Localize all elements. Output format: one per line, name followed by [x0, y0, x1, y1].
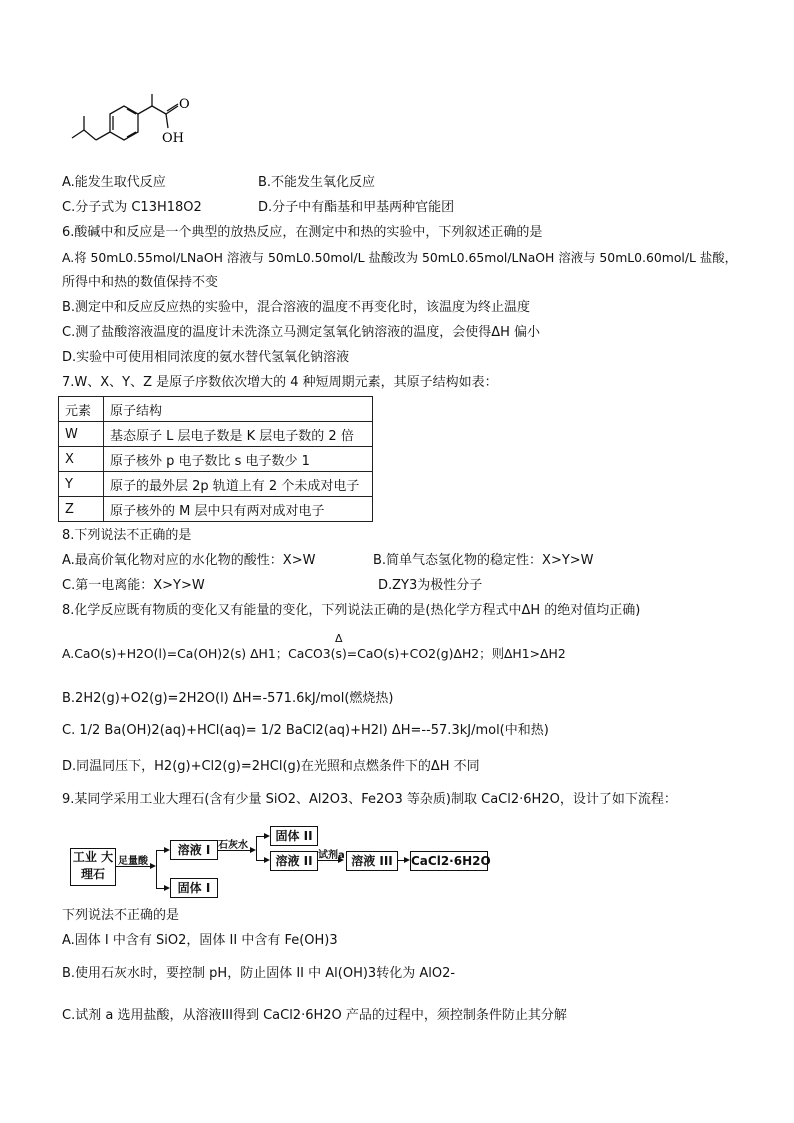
table-cell: Z	[59, 497, 104, 522]
q7-option-b: B.简单气态氢化物的稳定性：X>Y>W	[373, 553, 594, 568]
q9-option-a: A.固体 I 中含有 SiO2，固体 II 中含有 Fe(OH)3	[62, 933, 338, 948]
q6-option-b: B.测定中和反应反应热的实验中，混合溶液的温度不再变化时，该温度为终止温度	[62, 300, 531, 315]
q8-option-c: C. 1/2 Ba(OH)2(aq)+HCl(aq)= 1/2 BaCl2(aq)+H2l) ΔH=--57.3kJ/mol(中和热)	[62, 723, 549, 738]
flow-arrow	[218, 850, 254, 851]
table-cell: 基态原子 L 层电子数是 K 层电子数的 2 倍	[104, 422, 373, 447]
q5-option-a: A.能发生取代反应	[62, 175, 166, 190]
flow-branch-line	[156, 850, 157, 888]
flow-solution-3-box: 溶液 III	[346, 851, 398, 871]
flow-branch-line	[256, 836, 257, 860]
flow-solution-2-box: 溶液 II	[270, 851, 318, 871]
q7-option-a: A.最高价氧化物对应的水化物的酸性：X>W	[62, 553, 316, 568]
flow-arrow	[256, 860, 268, 861]
q5-option-d: D.分子中有酯基和甲基两种官能团	[258, 200, 455, 215]
table-row	[59, 422, 373, 447]
heat-delta-symbol: Δ	[335, 632, 343, 645]
q6-option-c: C.测了盐酸溶液温度的温度计未洗涤立马测定氢氧化钠溶液的温度，会使得ΔH 偏小	[62, 325, 541, 340]
table-cell: W	[59, 422, 104, 447]
table-row	[59, 497, 373, 522]
q7-sub-stem: 8.下列说法不正确的是	[62, 528, 192, 543]
q7-option-d: D.ZY3为极性分子	[378, 578, 483, 593]
table-cell: 原子核外的 M 层中只有两对成对电子	[104, 497, 373, 522]
q6-option-a-line1: A.将 50mL0.55mol/LNaOH 溶液与 50mL0.50mol/L 盐酸改为 50mL0.65mol/LNaOH 溶液与 50mL0.60mol/L 盐酸，	[62, 250, 738, 265]
flow-arrow	[398, 860, 408, 861]
flow-arrow	[318, 860, 342, 861]
table-header: 元素	[59, 397, 104, 422]
element-table	[58, 396, 373, 522]
flow-product-box: CaCl2·6H2O	[410, 851, 488, 871]
q6-option-d: D.实验中可使用相同浓度的氨水替代氢氧化钠溶液	[62, 350, 350, 365]
flow-start-box: 工业 大理石	[70, 848, 116, 886]
flow-reagent-2: 石灰水	[218, 840, 248, 851]
q5-option-c: C.分子式为 C13H18O2	[62, 200, 202, 215]
flow-arrow	[116, 866, 154, 867]
q8-option-d: D.同温同压下，H2(g)+Cl2(g)=2HCl(g)在光照和点燃条件下的ΔH 不同	[62, 759, 480, 774]
q9-stem: 9.某同学采用工业大理石(含有少量 SiO2、Al2O3、Fe2O3 等杂质)制取 CaCl2·6H2O，设计了如下流程：	[62, 792, 677, 807]
table-row	[59, 447, 373, 472]
q6-option-a-line2: 所得中和热的数值保持不变	[62, 275, 219, 290]
flow-arrow	[156, 850, 168, 851]
q8-option-b: B.2H2(g)+O2(g)=2H2O(l) ΔH=-571.6kJ/mol(燃烧热)	[62, 691, 394, 706]
hydroxyl-label: OH	[162, 131, 184, 146]
q7-option-c: C.第一电离能：X>Y>W	[62, 578, 205, 593]
q8-option-a: A.CaO(s)+H2O(l)=Ca(OH)2(s) ΔH1；CaCO3(s)=CaO(s)+CO2(g)ΔH2；则ΔH1>ΔH2	[62, 646, 566, 661]
flow-reagent-3: 试剂a	[318, 850, 345, 861]
flow-reagent-1: 足量酸	[118, 856, 148, 867]
table-cell: 原子核外 p 电子数比 s 电子数少 1	[104, 447, 373, 472]
process-flowchart	[66, 822, 496, 900]
flow-arrow	[156, 888, 168, 889]
table-header: 原子结构	[104, 397, 373, 422]
flow-solid-2-box: 固体 II	[270, 826, 318, 846]
oxygen-label: O	[179, 97, 190, 112]
flow-solution-1-box: 溶液 I	[170, 840, 218, 860]
table-cell: X	[59, 447, 104, 472]
table-cell: Y	[59, 472, 104, 497]
q5-option-b: B.不能发生氧化反应	[258, 175, 376, 190]
ibuprofen-structure	[62, 92, 212, 162]
flow-solid-1-box: 固体 I	[170, 878, 218, 898]
q8-stem: 8.化学反应既有物质的变化又有能量的变化，下列说法正确的是(热化学方程式中ΔH 的绝对值均正确)	[62, 603, 641, 618]
flow-arrow	[256, 836, 268, 837]
q7-stem: 7.W、X、Y、Z 是原子序数依次增大的 4 种短周期元素，其原子结构如表：	[62, 375, 498, 390]
table-row	[59, 472, 373, 497]
q9-sub-stem: 下列说法不正确的是	[62, 908, 180, 923]
q9-option-b: B.使用石灰水时，要控制 pH，防止固体 II 中 Al(OH)3转化为 AlO2-	[62, 966, 456, 981]
table-cell: 原子的最外层 2p 轨道上有 2 个未成对电子	[104, 472, 373, 497]
q9-option-c: C.试剂 a 选用盐酸，从溶液III得到 CaCl2·6H2O 产品的过程中，须控制条件防止其分解	[62, 1008, 567, 1023]
q6-stem: 6.酸碱中和反应是一个典型的放热反应，在测定中和热的实验中，下列叙述正确的是	[62, 225, 543, 240]
table-header-row	[59, 397, 373, 422]
